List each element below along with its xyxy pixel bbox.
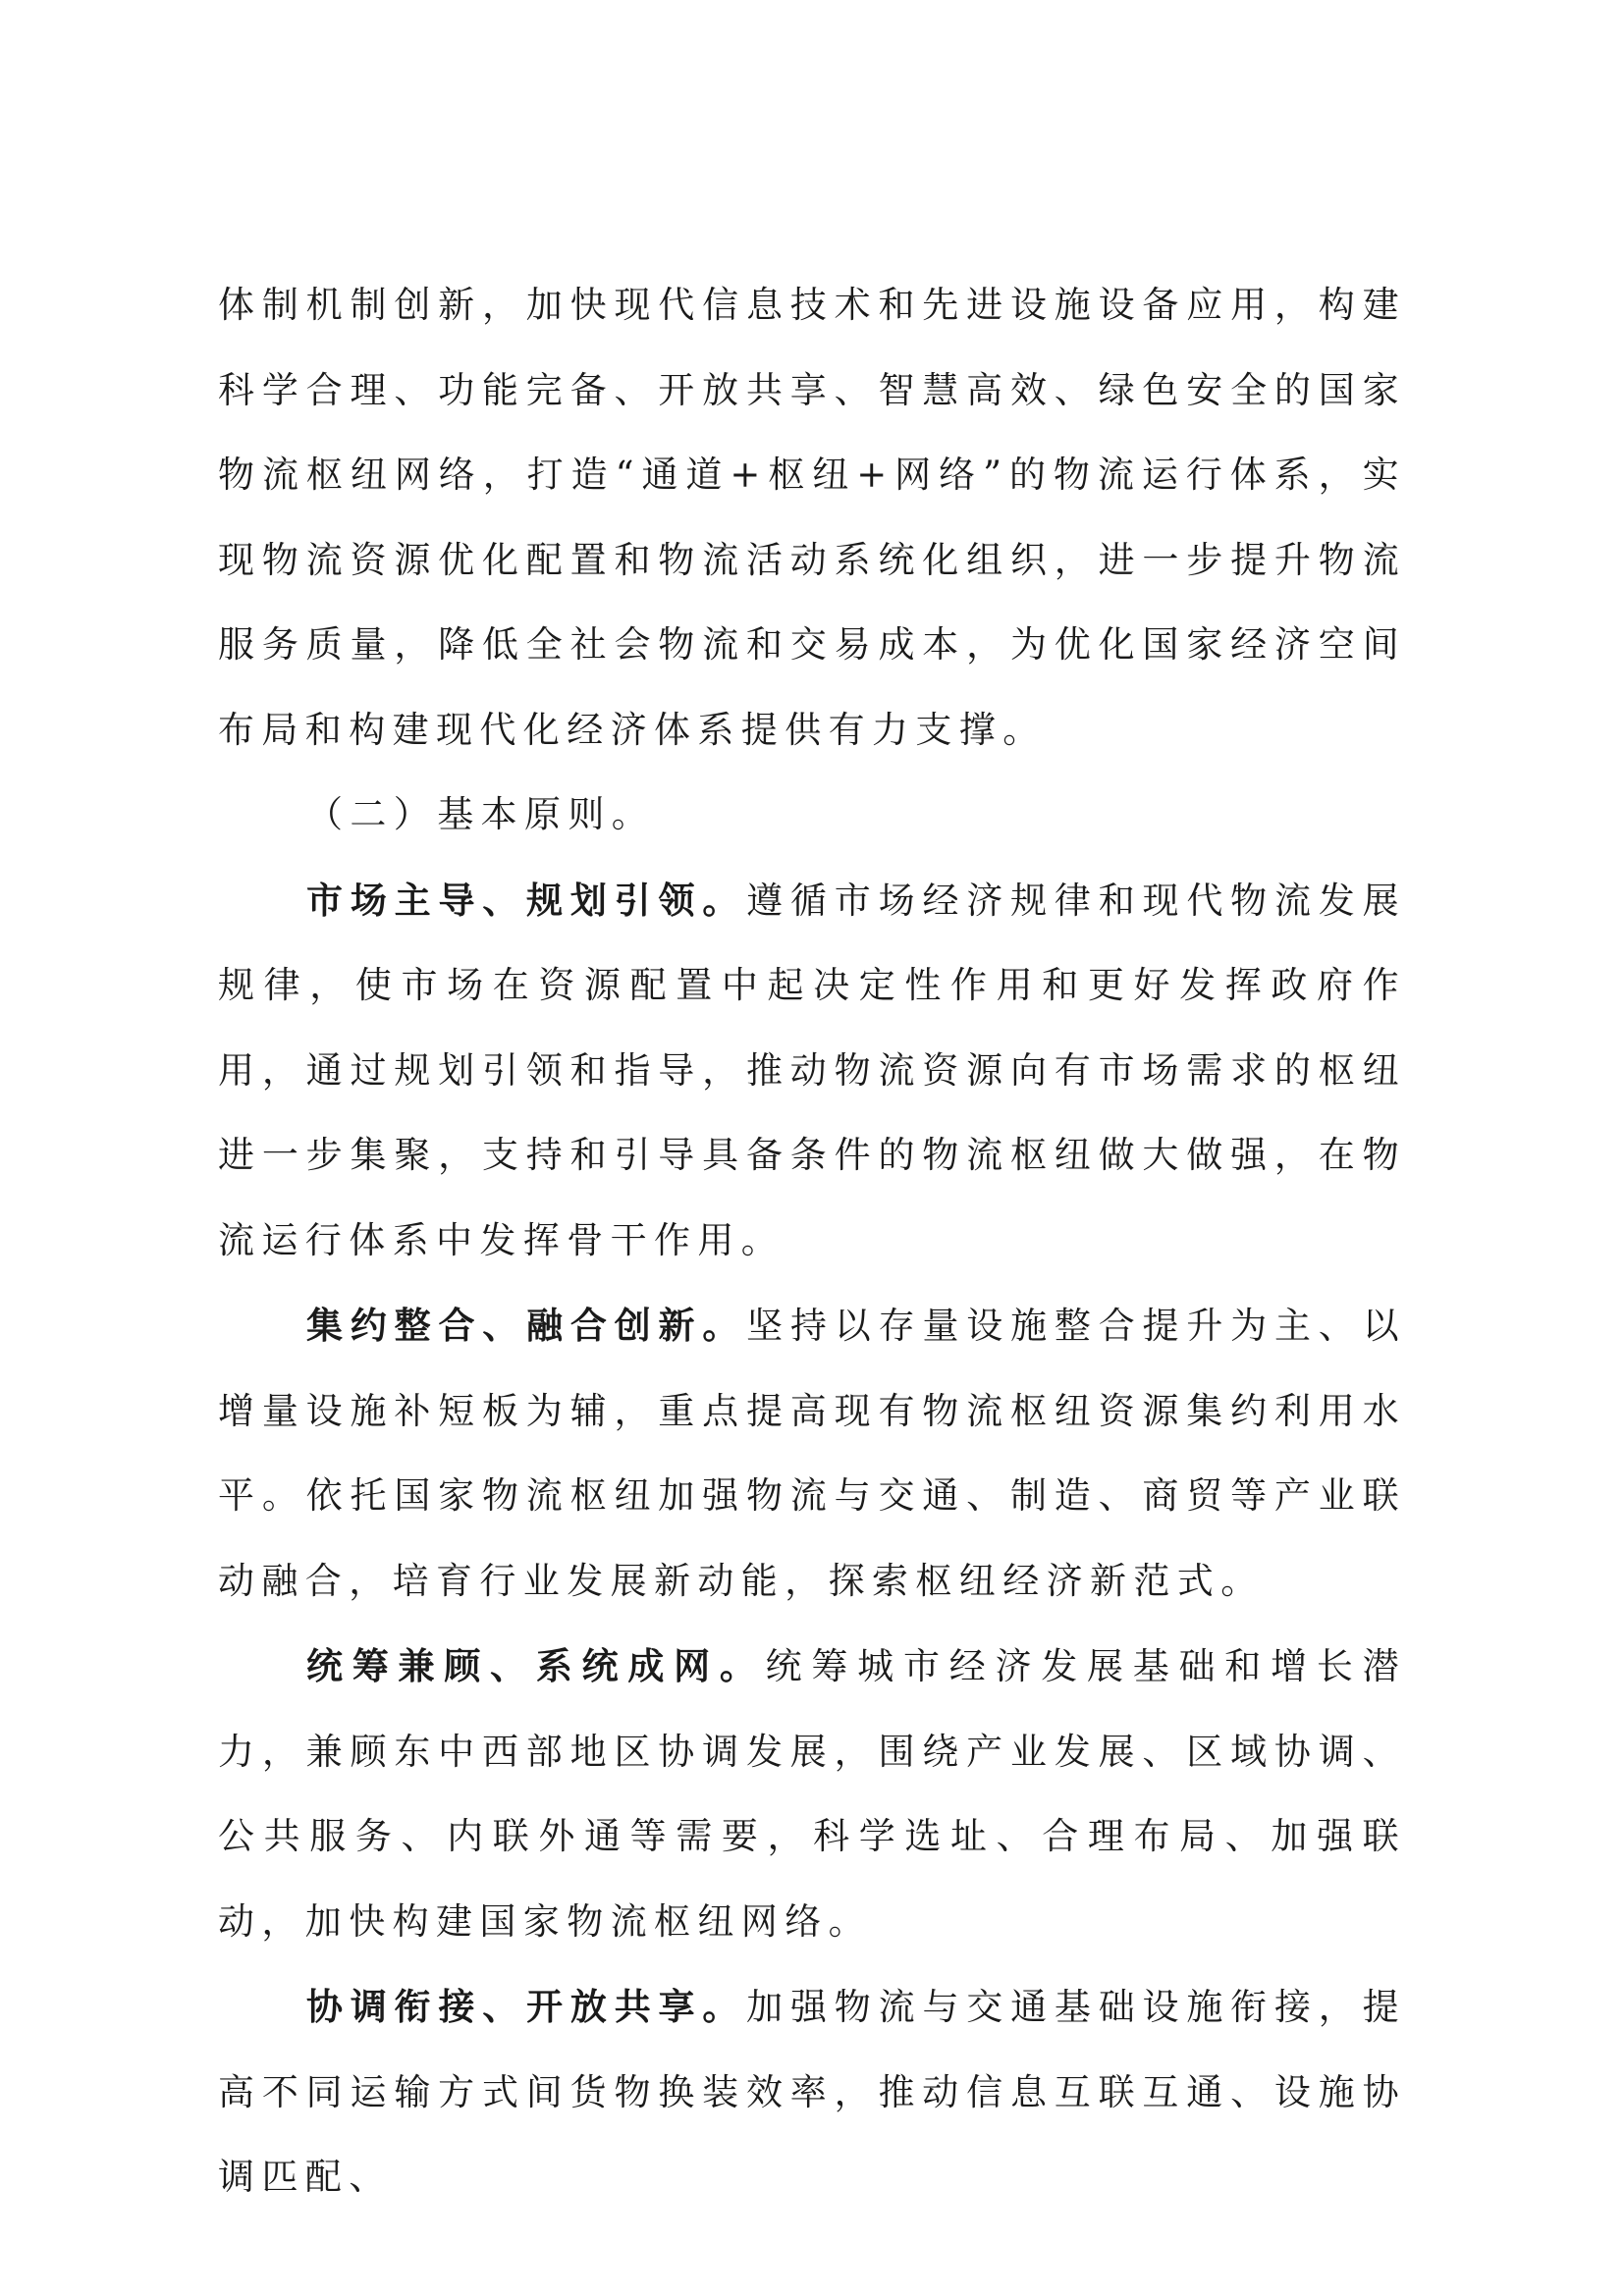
principle-title: 集约整合、融合创新。	[306, 1304, 747, 1347]
principle-text: 统筹城市经济发展基础和增长潜力，兼顾东中西部地区协调发展，围绕产业发展、区域协调、公共服务、内联外通等需要，科学选址、合理布局、加强联动，加快构建国家物流枢纽网络。	[218, 1645, 1406, 1943]
intro-paragraph	[218, 263, 1406, 773]
principle-text: 遵循市场经济规律和现代物流发展规律，使市场在资源配置中起决定性作用和更好发挥政府作用，通过规划引领和指导，推动物流资源向有市场需求的枢纽进一步集聚，支持和引导具备条件的物流枢纽做大做强，在物流运行体系中发挥骨干作用。	[218, 879, 1407, 1261]
principle-paragraph-market	[218, 858, 1406, 1284]
principle-title: 市场主导、规划引领。	[306, 878, 747, 922]
principle-paragraph-coordination	[218, 1624, 1406, 1964]
principle-paragraph-integration	[218, 1283, 1406, 1624]
principle-paragraph-openness	[218, 1964, 1406, 2220]
section-heading: （二）基本原则。	[306, 793, 656, 835]
document-body	[218, 263, 1406, 2220]
principle-text: 坚持以存量设施整合提升为主、以增量设施补短板为辅，重点提高现有物流枢纽资源集约利用水平。依托国家物流枢纽加强物流与交通、制造、商贸等产业联动融合，培育行业发展新动能，探索枢纽经济新范式。	[218, 1305, 1407, 1602]
principle-title: 统筹兼顾、系统成网。	[306, 1644, 766, 1687]
principle-text: 加强物流与交通基础设施衔接，提高不同运输方式间货物换装效率，推动信息互联互通、设施协调匹配、	[218, 1986, 1407, 2198]
paragraph-text: 体制机制创新，加快现代信息技术和先进设施设备应用，构建科学合理、功能完备、开放共享、智慧高效、绿色安全的国家物流枢纽网络，打造“通道+枢纽+网络”的物流运行体系，实现物流资源优化配置和物流活动系统化组织，进一步提升物流服务质量，降低全社会物流和交易成本，为优化国家经济空间布局和构建现代化经济体系提供有力支撑。	[218, 284, 1406, 751]
principle-title: 协调衔接、开放共享。	[306, 1985, 747, 2028]
